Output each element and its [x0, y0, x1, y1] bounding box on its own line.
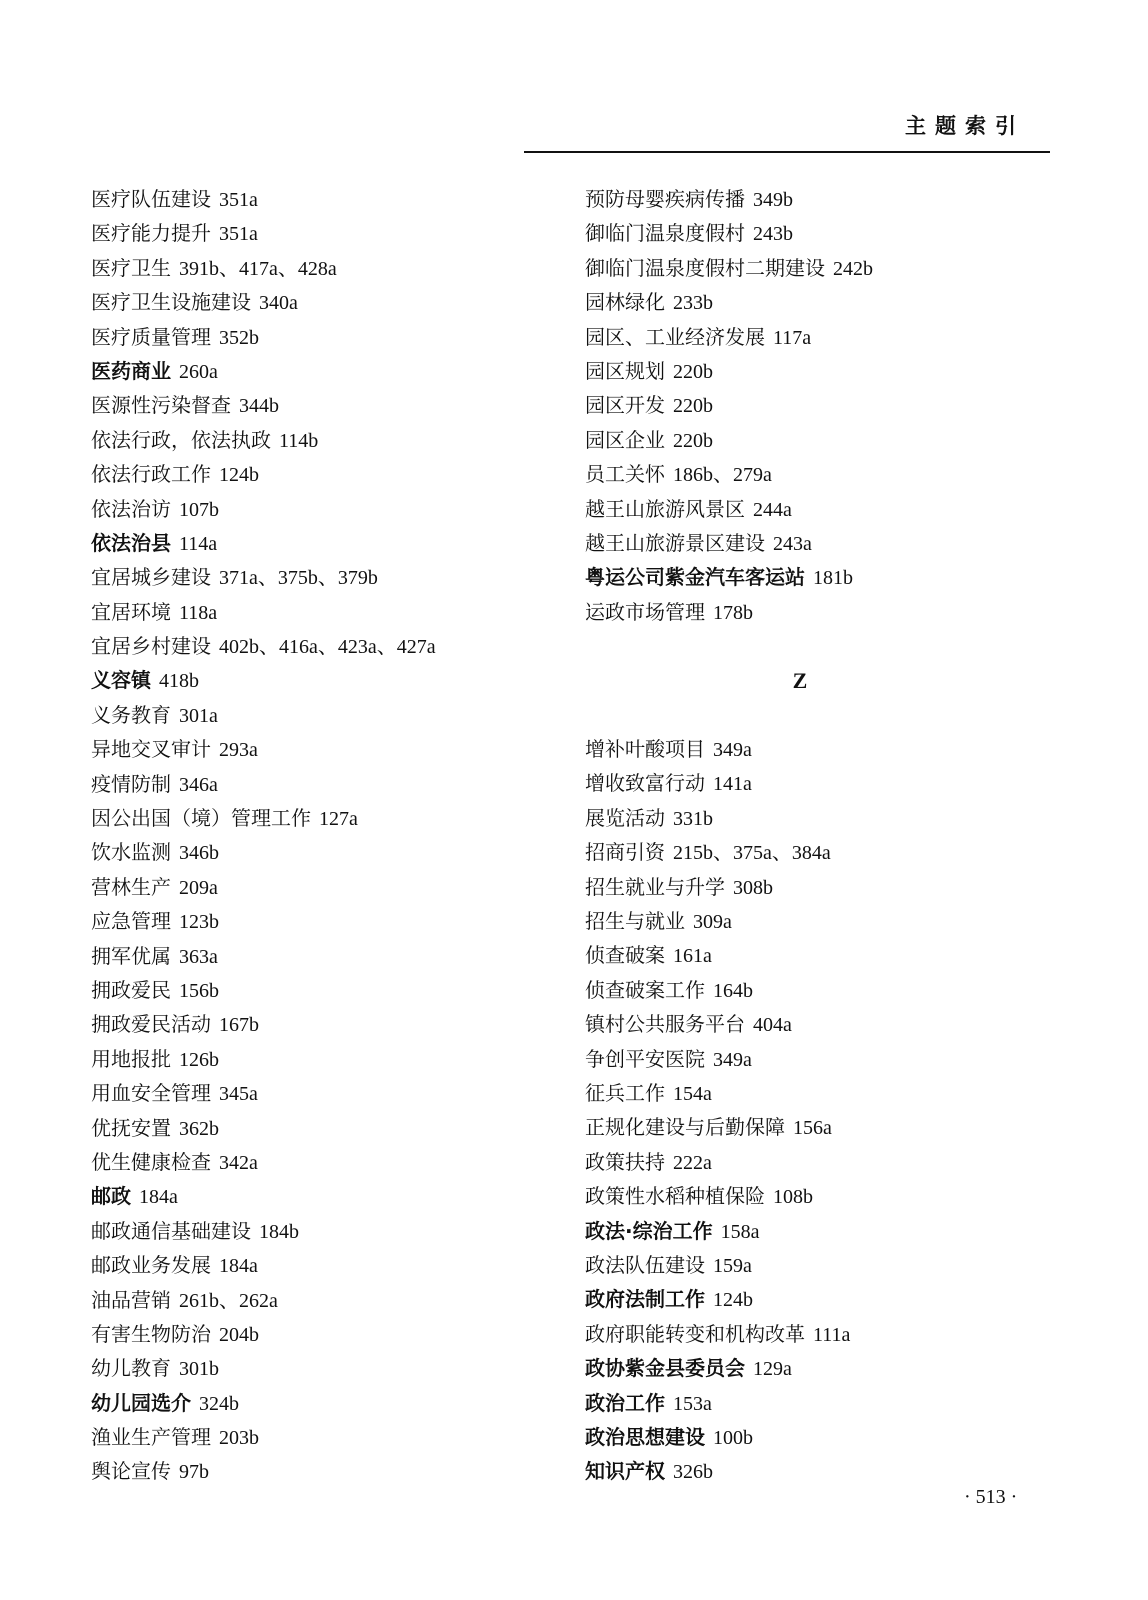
index-entry [91, 251, 561, 285]
index-page-ref: 351a [219, 189, 258, 211]
index-term: 依法行政工作 [91, 462, 211, 487]
index-entry [91, 285, 561, 319]
index-group-y [585, 182, 1055, 629]
page-number: · 513 · [964, 1486, 1018, 1508]
index-page-ref: 184a [139, 1186, 178, 1209]
index-term: 越王山旅游景区建设 [585, 530, 765, 555]
index-term: 因公出国（境）管理工作 [91, 806, 311, 831]
index-entry [585, 835, 1055, 869]
index-term: 招生就业与升学 [585, 874, 725, 899]
index-entry [585, 1248, 1055, 1282]
index-page-ref: 184b [259, 1220, 299, 1243]
index-term: 有害生物防治 [91, 1321, 211, 1346]
index-page-ref: 114a [179, 532, 218, 555]
index-entry [91, 182, 561, 216]
index-entry [585, 354, 1055, 388]
index-entry [91, 767, 561, 801]
index-page-ref: 156a [793, 1117, 832, 1140]
index-entry [585, 457, 1055, 491]
index-entry [91, 354, 561, 388]
index-page-ref: 184a [219, 1255, 258, 1278]
index-entry [585, 904, 1055, 938]
index-page-ref: 181b [813, 567, 853, 590]
index-entry [91, 1145, 561, 1179]
index-page-ref: 362b [179, 1117, 219, 1140]
index-page-ref: 117a [773, 326, 812, 349]
index-page-ref: 114b [279, 429, 319, 452]
index-entry [91, 1317, 561, 1351]
index-entry [585, 1420, 1055, 1454]
index-page-ref: 363a [179, 945, 218, 968]
index-page-ref: 340a [259, 292, 298, 315]
index-page-ref: 167b [219, 1014, 259, 1037]
index-page-ref: 352b [219, 326, 259, 349]
index-entry [91, 1248, 561, 1282]
index-page-ref: 126b [179, 1048, 219, 1071]
index-term: 侦查破案 [585, 943, 665, 968]
index-page-ref: 186b、279a [673, 464, 772, 487]
index-entry [91, 1351, 561, 1385]
index-term: 征兵工作 [585, 1080, 665, 1105]
index-term: 依法行政，依法执政 [91, 427, 271, 452]
index-entry [585, 1007, 1055, 1041]
index-term: 邮政业务发展 [91, 1253, 211, 1278]
index-entry [585, 1351, 1055, 1385]
index-term: 用血安全管理 [91, 1081, 211, 1106]
index-entry [585, 801, 1055, 835]
index-entry [91, 732, 561, 766]
index-term: 优生健康检查 [91, 1149, 211, 1174]
index-entry [91, 801, 561, 835]
index-page-ref: 154a [673, 1082, 712, 1105]
section-title: 主题索引 [905, 114, 1025, 138]
index-page-ref: 204b [219, 1323, 259, 1346]
index-page-ref: 141a [713, 773, 752, 796]
index-term: 越王山旅游风景区 [585, 496, 745, 521]
index-page-ref: 153a [673, 1392, 712, 1415]
index-entry [585, 1282, 1055, 1316]
index-page-ref: 418b [159, 670, 199, 693]
index-page-ref: 349a [713, 739, 752, 762]
index-term: 医药商业 [91, 358, 171, 383]
index-term: 侦查破案工作 [585, 977, 705, 1002]
index-term: 粤运公司紫金汽车客运站 [585, 565, 805, 590]
index-page-ref: 243b [753, 223, 793, 246]
index-term: 异地交叉审计 [91, 737, 211, 762]
index-term: 医源性污染督查 [91, 393, 231, 418]
index-term: 镇村公共服务平台 [585, 1012, 745, 1037]
index-entry [91, 870, 561, 904]
index-page-ref: 124b [219, 464, 259, 487]
index-page-ref: 345a [219, 1083, 258, 1106]
index-entry [585, 732, 1055, 766]
index-page-ref: 260a [179, 360, 218, 383]
index-page-ref: 391b、417a、428a [179, 257, 337, 280]
index-entry [585, 938, 1055, 972]
index-page-ref: 301a [179, 704, 218, 727]
index-entry [585, 973, 1055, 1007]
index-term: 御临门温泉度假村二期建设 [585, 255, 825, 280]
index-entry [91, 698, 561, 732]
index-term: 政府职能转变和机构改革 [585, 1321, 805, 1346]
index-page-ref: 159a [713, 1254, 752, 1277]
index-term: 展览活动 [585, 805, 665, 830]
index-term: 舆论宣传 [91, 1459, 171, 1484]
index-page-ref: 402b、416a、423a、427a [219, 636, 436, 659]
index-entry [91, 1111, 561, 1145]
index-page-ref: 209a [179, 876, 218, 899]
index-entry [585, 388, 1055, 422]
index-entry [585, 560, 1055, 594]
index-entry [585, 182, 1055, 216]
index-page-ref: 100b [713, 1426, 753, 1449]
index-page-ref: 243a [773, 532, 812, 555]
index-column-left [91, 182, 561, 1489]
index-term: 政协紫金县委员会 [585, 1356, 745, 1381]
index-term: 政治工作 [585, 1390, 665, 1415]
index-term: 园区、工业经济发展 [585, 324, 765, 349]
index-term: 医疗队伍建设 [91, 187, 211, 211]
index-term: 运政市场管理 [585, 599, 705, 624]
index-entry [91, 1454, 561, 1488]
index-entry [585, 285, 1055, 319]
index-term: 营林生产 [91, 874, 171, 899]
index-page-ref: 233b [673, 292, 713, 315]
index-term: 园区企业 [585, 427, 665, 452]
index-page-ref: 244a [753, 498, 792, 521]
index-page-ref: 346a [179, 773, 218, 796]
index-term: 用地报批 [91, 1046, 171, 1071]
index-page-ref: 178b [713, 601, 753, 624]
index-term: 医疗卫生 [91, 255, 171, 280]
index-entry [585, 526, 1055, 560]
index-term: 招商引资 [585, 840, 665, 865]
index-term: 园林绿化 [585, 290, 665, 315]
index-term: 拥政爱民活动 [91, 1012, 211, 1037]
index-page-ref: 242b [833, 257, 873, 280]
index-entry [585, 766, 1055, 800]
index-entry [91, 1214, 561, 1248]
index-entry [585, 595, 1055, 629]
index-term: 增补叶酸项目 [585, 737, 705, 762]
index-page-ref: 344b [239, 395, 279, 418]
index-term: 正规化建设与后勤保障 [585, 1115, 785, 1140]
index-page-ref: 158a [720, 1220, 760, 1243]
index-term: 疫情防制 [91, 771, 171, 796]
index-entry [585, 1214, 1055, 1248]
index-term: 医疗卫生设施建设 [91, 290, 251, 315]
index-entry [91, 423, 561, 457]
index-page-ref: 342a [219, 1151, 258, 1174]
index-term: 邮政通信基础建设 [91, 1218, 251, 1243]
index-term: 御临门温泉度假村 [585, 221, 745, 246]
index-page-ref: 220b [673, 429, 713, 452]
index-page-ref: 404a [753, 1014, 792, 1037]
index-entry [91, 1386, 561, 1420]
index-entry [91, 388, 561, 422]
index-entry [91, 216, 561, 250]
index-term: 宜居乡村建设 [91, 634, 211, 659]
index-term: 优抚安置 [91, 1115, 171, 1140]
index-entry [91, 595, 561, 629]
index-page-ref: 309a [693, 911, 732, 934]
index-entry [91, 1042, 561, 1076]
index-entry [91, 492, 561, 526]
index-term: 知识产权 [585, 1459, 665, 1484]
index-page-ref: 346b [179, 842, 219, 865]
index-entry [91, 1007, 561, 1041]
index-page-ref: 220b [673, 395, 713, 418]
index-entry [91, 526, 561, 560]
index-entry [91, 1420, 561, 1454]
index-term: 政法·综治工作 [585, 1218, 713, 1243]
index-page-ref: 164b [713, 979, 753, 1002]
index-entry [585, 423, 1055, 457]
index-entry [91, 1076, 561, 1110]
index-term: 增收致富行动 [585, 771, 705, 796]
header-rule [524, 151, 1050, 153]
index-term: 宜居环境 [91, 599, 171, 624]
index-entry [585, 1317, 1055, 1351]
index-entry [91, 1179, 561, 1213]
index-page-ref: 301b [179, 1358, 219, 1381]
index-entry [91, 939, 561, 973]
index-page-ref: 326b [673, 1461, 713, 1484]
index-page-ref: 220b [673, 360, 713, 383]
index-term: 园区规划 [585, 358, 665, 383]
letter-heading: Z [792, 668, 808, 694]
index-page-ref: 156b [179, 979, 219, 1002]
index-group-z [585, 732, 1055, 1489]
index-entry [91, 904, 561, 938]
index-page-ref: 324b [199, 1392, 239, 1415]
index-page-ref: 118a [179, 601, 218, 624]
index-entry [585, 1110, 1055, 1144]
index-term: 依法治县 [91, 530, 171, 555]
index-page-ref: 349a [713, 1048, 752, 1071]
index-term: 争创平安医院 [585, 1046, 705, 1071]
index-entry [91, 560, 561, 594]
index-term: 油品营销 [91, 1287, 171, 1312]
index-term: 政治思想建设 [585, 1424, 705, 1449]
index-entry [585, 1454, 1055, 1488]
index-term: 医疗质量管理 [91, 324, 211, 349]
index-term: 政策性水稻种植保险 [585, 1184, 765, 1209]
index-term: 政策扶持 [585, 1149, 665, 1174]
index-page-ref: 97b [179, 1461, 209, 1484]
index-term: 员工关怀 [585, 462, 665, 487]
index-page-ref: 127a [319, 808, 358, 831]
index-term: 幼儿园选介 [91, 1390, 191, 1415]
index-page-ref: 261b、262a [179, 1289, 278, 1312]
index-term: 饮水监测 [91, 840, 171, 865]
index-page-ref: 331b [673, 807, 713, 830]
index-term: 政法队伍建设 [585, 1252, 705, 1277]
index-page-ref: 215b、375a、384a [673, 842, 831, 865]
index-page-ref: 111a [813, 1323, 851, 1346]
index-entry [91, 629, 561, 663]
index-entry [91, 320, 561, 354]
index-term: 依法治访 [91, 496, 171, 521]
index-term: 幼儿教育 [91, 1356, 171, 1381]
index-entry [91, 663, 561, 697]
index-term: 应急管理 [91, 909, 171, 934]
index-entry [585, 1145, 1055, 1179]
index-page-ref: 129a [753, 1358, 792, 1381]
index-page-ref: 349b [753, 189, 793, 211]
index-entry [91, 1283, 561, 1317]
index-page-ref: 124b [713, 1289, 753, 1312]
index-entry [91, 835, 561, 869]
index-entry [585, 1076, 1055, 1110]
index-term: 医疗能力提升 [91, 221, 211, 246]
index-entry [91, 973, 561, 1007]
index-entry [585, 216, 1055, 250]
index-term: 渔业生产管理 [91, 1425, 211, 1450]
index-column-right [585, 182, 1055, 1489]
index-term: 园区开发 [585, 393, 665, 418]
index-page-ref: 123b [179, 911, 219, 934]
index-term: 招生与就业 [585, 909, 685, 934]
index-entry [585, 492, 1055, 526]
index-page-ref: 108b [773, 1186, 813, 1209]
index-entry [585, 1386, 1055, 1420]
index-page-ref: 203b [219, 1427, 259, 1450]
index-term: 拥军优属 [91, 943, 171, 968]
index-term: 拥政爱民 [91, 977, 171, 1002]
index-entry [585, 1179, 1055, 1213]
index-page-ref: 222a [673, 1151, 712, 1174]
index-page-ref: 107b [179, 498, 219, 521]
index-term: 宜居城乡建设 [91, 565, 211, 590]
index-page-ref: 351a [219, 223, 258, 246]
index-term: 义务教育 [91, 702, 171, 727]
index-term: 义容镇 [91, 668, 151, 693]
index-page-ref: 308b [733, 876, 773, 899]
index-page-ref: 161a [673, 945, 712, 968]
index-entry [585, 251, 1055, 285]
index-page-ref: 371a、375b、379b [219, 567, 378, 590]
index-entry [585, 320, 1055, 354]
index-entry [585, 870, 1055, 904]
index-term: 政府法制工作 [585, 1287, 705, 1312]
index-entry [91, 457, 561, 491]
index-term: 预防母婴疾病传播 [585, 187, 745, 211]
index-page-ref: 293a [219, 739, 258, 762]
index-entry [585, 1042, 1055, 1076]
index-term: 邮政 [91, 1184, 131, 1209]
